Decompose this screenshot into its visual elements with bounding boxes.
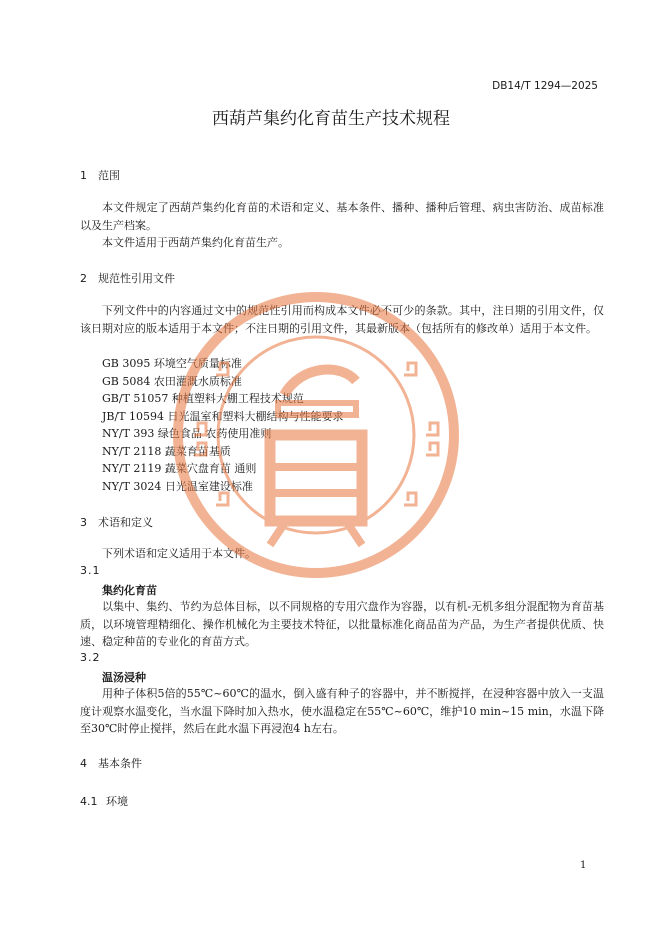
section-title: 范围	[98, 169, 120, 182]
section-1-heading	[80, 167, 120, 183]
section-number: 3	[80, 516, 87, 529]
section-title: 环境	[106, 795, 128, 808]
scope-paragraph-1: 本文件规定了西葫芦集约化育苗的术语和定义、基本条件、播种、播种后管理、病虫害防治、成苗标准以及生产档案。	[80, 201, 604, 232]
section-title: 术语和定义	[98, 516, 153, 529]
section-number: 4	[80, 757, 87, 770]
term-number: 3.1	[80, 564, 101, 577]
term-definition: 用种子体积5倍的55℃~60℃的温水，倒入盛有种子的容器中，并不断搅拌，在浸种容器中放入一支温度计观察水温变化，当水温下降时加入热水，使水温稳定在55℃~60℃，维护10 min~15 min，水温下降至30℃时停止搅拌，然后在此水温下再浸泡4 h左右。	[80, 687, 604, 735]
subsection-4-1-heading	[80, 793, 128, 809]
terms-intro: 下列术语和定义适用于本文件。	[102, 547, 256, 560]
section-title: 规范性引用文件	[98, 272, 175, 285]
reference-item: NY/T 393 绿色食品 农药使用准则	[102, 427, 272, 440]
page-number: 1	[580, 860, 587, 871]
reference-item: NY/T 2118 蔬菜育苗基质	[102, 445, 231, 458]
term-number: 3.2	[80, 651, 101, 664]
normative-intro: 下列文件中的内容通过文中的规范性引用而构成本文件必不可少的条款。其中，注日期的引用文件，仅该日期对应的版本适用于本文件；不注日期的引用文件，其最新版本（包括所有的修改单）适用于本文件。	[80, 304, 604, 335]
reference-item: GB 3095 环境空气质量标准	[102, 357, 242, 370]
standard-id: DB14/T 1294—2025	[492, 80, 598, 92]
reference-item: NY/T 2119 蔬菜穴盘育苗 通则	[102, 462, 257, 475]
section-3-heading	[80, 514, 153, 530]
section-number: 4.1	[80, 795, 98, 808]
term-title: 温汤浸种	[102, 671, 146, 684]
section-4-heading	[80, 755, 142, 771]
term-definition: 以集中、集约、节约为总体目标，以不同规格的专用穴盘作为容器，以有机-无机多组分混配物为育苗基质，以环境管理精细化、操作机械化为主要技术特征，以批量标准化商品苗为产品，为生产者提供优质、快速、稳定种苗的专业化的育苗方式。	[80, 600, 604, 648]
document-title: 西葫芦集约化育苗生产技术规程	[212, 109, 450, 129]
section-2-heading	[80, 270, 175, 286]
reference-item: JB/T 10594 日光温室和塑料大棚结构与性能要求	[102, 410, 344, 423]
section-number: 2	[80, 272, 87, 285]
reference-item: GB 5084 农田灌溉水质标准	[102, 375, 242, 388]
section-number: 1	[80, 169, 87, 182]
scope-paragraph-2: 本文件适用于西葫芦集约化育苗生产。	[102, 236, 289, 249]
section-title: 基本条件	[98, 757, 142, 770]
reference-item: GB/T 51057 种植塑料大棚工程技术规范	[102, 392, 304, 405]
term-title: 集约化育苗	[102, 584, 157, 597]
reference-item: NY/T 3024 日光温室建设标准	[102, 480, 253, 493]
